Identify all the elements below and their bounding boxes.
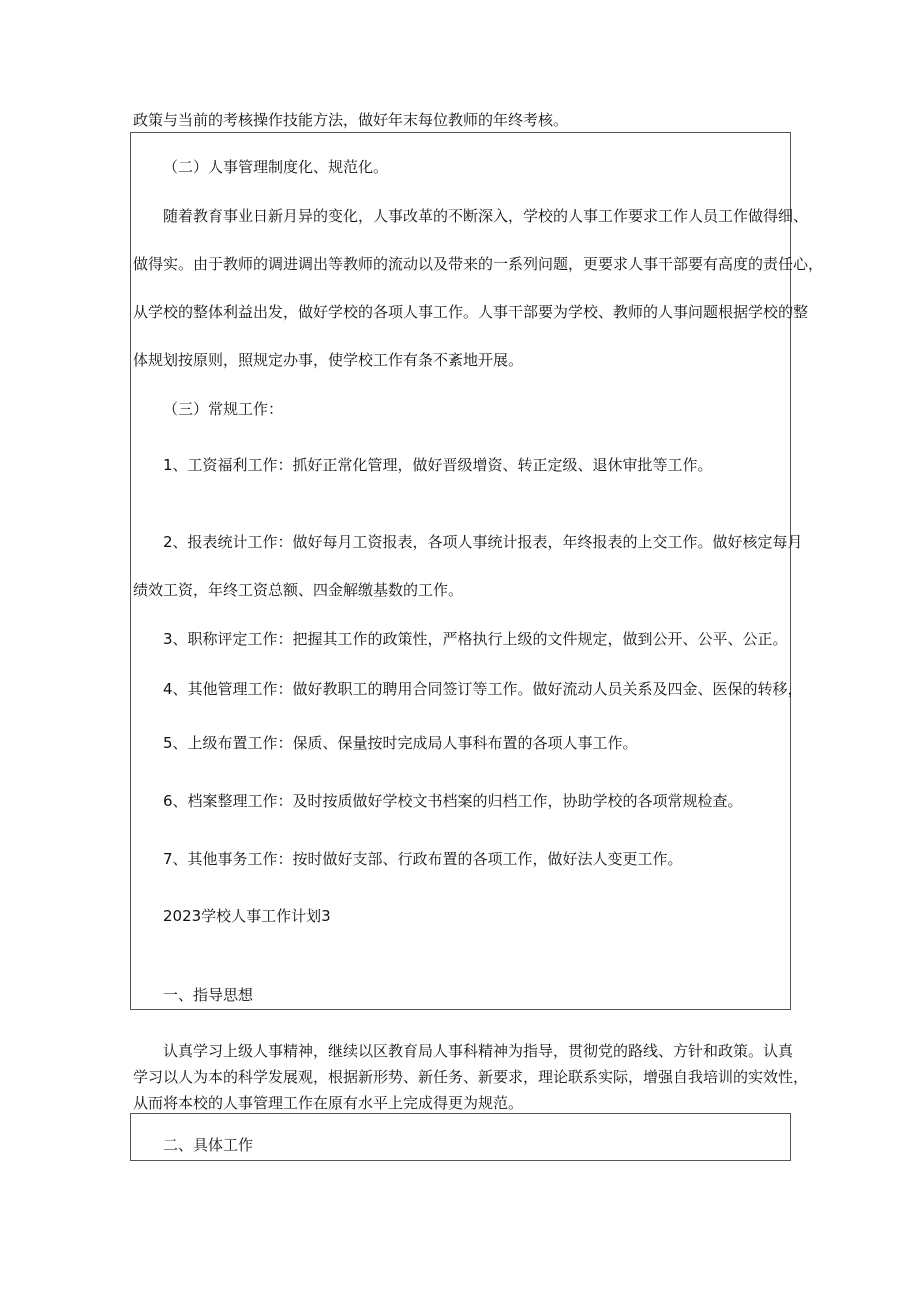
top-line: 政策与当前的考核操作技能方法，做好年末每位教师的年终考核。: [133, 111, 569, 129]
item-4: 4、其他管理工作：做好教职工的聘用合同签订等工作。做好流动人员关系及四金、医保的转移，: [163, 680, 803, 698]
para-personnel-line-1: 随着教育事业日新月异的变化，人事改革的不断深入，学校的人事工作要求工作人员工作做得细、: [163, 207, 809, 225]
section-1-heading: 一、指导思想: [163, 986, 254, 1004]
item-2-line-2: 绩效工资，年终工资总额、四金解缴基数的工作。: [133, 581, 464, 599]
item-1: 1、工资福利工作：抓好正常化管理，做好晋级增资、转正定级、退休审批等工作。: [163, 456, 713, 474]
section-2-heading: 二、具体工作: [163, 1136, 254, 1154]
para-guiding-line-3: 从而将本校的人事管理工作在原有水平上完成得更为规范。: [133, 1094, 524, 1112]
para-guiding-line-2: 学习以人为本的科学发展观，根据新形势、新任务、新要求，理论联系实际，增强自我培训的实效性，: [133, 1068, 809, 1086]
item-6: 6、档案整理工作：及时按质做好学校文书档案的归档工作，协助学校的各项常规检查。: [163, 792, 743, 810]
item-2-line-1: 2、报表统计工作：做好每月工资报表，各项人事统计报表，年终报表的上交工作。做好核定每月: [163, 533, 803, 551]
heading-personnel: （二）人事管理制度化、规范化。: [163, 158, 389, 176]
para-personnel-line-4: 体规划按原则，照规定办事，使学校工作有条不紊地开展。: [133, 351, 524, 369]
item-5: 5、上级布置工作：保质、保量按时完成局人事科布置的各项人事工作。: [163, 734, 638, 752]
item-3: 3、职称评定工作：把握其工作的政策性，严格执行上级的文件规定，做到公开、公平、公正。: [163, 630, 788, 648]
para-personnel-line-2: 做得实。由于教师的调进调出等教师的流动以及带来的一系列问题，更要求人事干部要有高度的责任心，: [133, 255, 824, 273]
para-guiding-line-1: 认真学习上级人事精神，继续以区教育局人事科精神为指导，贯彻党的路线、方针和政策。认真: [163, 1042, 794, 1060]
heading-routine: （三）常规工作：: [163, 400, 284, 418]
para-personnel-line-3: 从学校的整体利益出发，做好学校的各项人事工作。人事干部要为学校、教师的人事问题根据学校的整: [133, 303, 809, 321]
plan-title: 2023学校人事工作计划3: [163, 907, 331, 925]
item-7: 7、其他事务工作：按时做好支部、行政布置的各项工作，做好法人变更工作。: [163, 850, 683, 868]
